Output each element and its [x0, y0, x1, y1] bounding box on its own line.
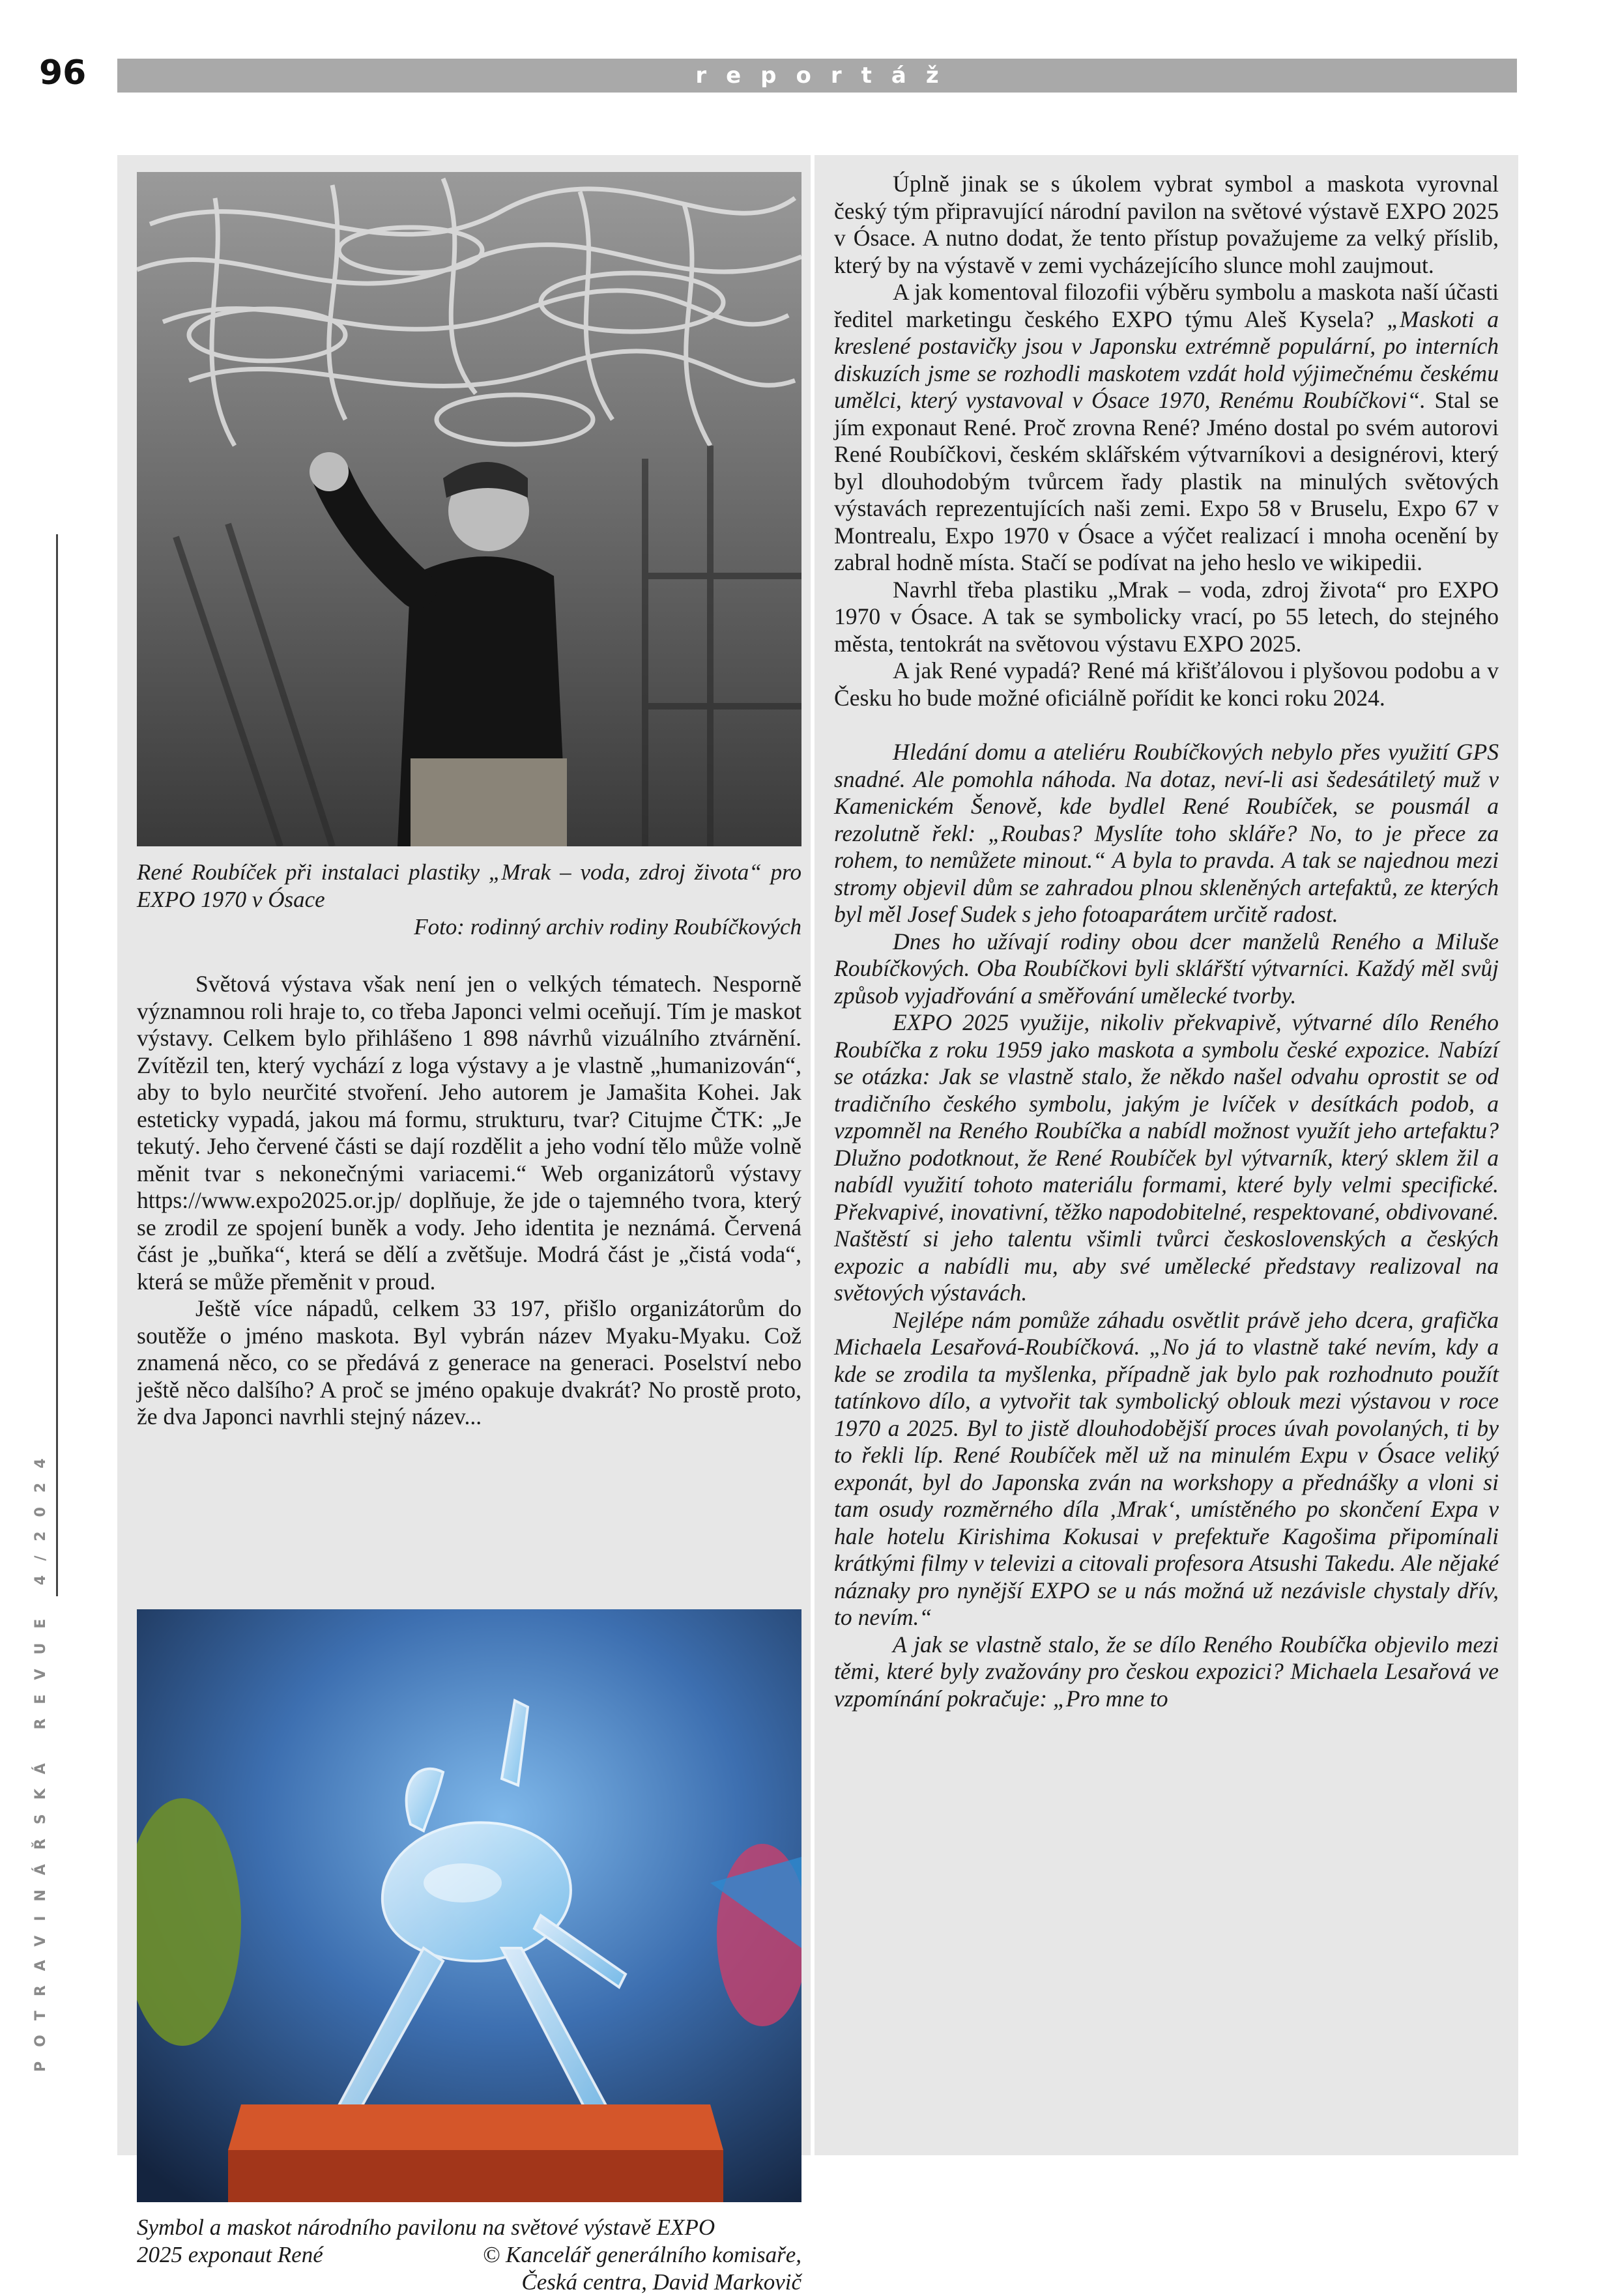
- left-paragraph-1: Světová výstava však není jen o velkých tématech. Nesporně významnou roli hraje to, co třeba Japonci velmi oceňují. Tím je maskot výstavy. Celkem bylo přihlášeno 1 898 návrhů vizuálního ztvárnění. Zvítězil ten, který vychází z loga výstavy a je vlastně „humanizován“, aby to bylo neurčité stvoření. Jeho autorem je Jamašita Kohei. Jak esteticky vypadá, jakou má formu, strukturu, tvar? Citujme ČTK: „Je tekutý. Jeho červené části se dají rozdělit a jeho vodní tělo může volně měnit tvar s nekonečnými variacemi.“ Web organizátorů výstavy https://www.expo2025.or.jp/ doplňuje, že jde o tajemného tvora, který se zrodil ze spojení buněk a vody. Jeho identita je neznámá. Červená část je „buňka“, která se dělí a zvětšuje. Modrá část je „čistá voda“, která se může přeměnit v proud.: [137, 971, 801, 1295]
- right-paragraph-7: EXPO 2025 využije, nikoliv překvapivě, výtvarné dílo Reného Roubíčka z roku 1959 jako maskota a symbolu české expozice. Nabízí se otázka: Jak se vlastně stalo, že někdo našel odvahu oprostit se od tradičního českého symbolu, jakým je lvíček v desítkách podob, a vzpomněl na Reného Roubíčka a nabídl možnost využít jeho artefaktu? Dlužno podotknout, že René Roubíček byl výtvarník, který sklem žil a nabídl využití tohoto materiálu formami, které byly velmi specifické. Překvapivé, inovativní, těžko napodobitelné, respektované, obdivované. Naštěstí si jeho talentu všimli tvůrci československých a českých expozic a nabídli mu, aby své umělecké představy realizoval na světových výstavách.: [834, 1009, 1499, 1306]
- right-paragraph-6: Dnes ho užívají rodiny obou dcer manželů Reného a Miluše Roubíčkových. Oba Roubíčkovi byli sklářští výtvarníci. Každý měl svůj způsob vyjadřování a směřování umělecké tvorby.: [834, 928, 1499, 1009]
- right-paragraph-8: Nejlépe nám pomůže záhadu osvětlit právě jeho dcera, grafička Michaela Lesařová-Roubíčková. „No já to vlastně také nevím, kdy a kde se zrodila ta myšlenka, případně jak bylo pak rozhodnuto použít tatínkovo dílo, a vytvořit tak symbolický oblouk mezi výstavou v roce 1970 a 2025. Byl to jistě dlouhodobější proces úvah povolaných, ti by to řekli líp. René Roubíček měl už na minulém Expu v Ósace veliký exponát, byl do Japonska zván na workshopy a přednášky a vloni si tam osudy rozměrného díla ‚Mrak‘, umístěného po skončení Expa v hale hotelu Kirishima Kokusai v prefektuře Kagošima připomínali krátkými filmy v televizi a citovali profesora Atsushi Takedu. Ale nějaké náznaky pro nynější EXPO se u nás možná už nezávisle chystaly dřív, to nevím.“: [834, 1306, 1499, 1630]
- page-number: 96: [39, 53, 87, 93]
- right-paragraph-2-start: A jak komentoval filozofii výběru symbolu a maskota naší účasti ředitel marketingu českého EXPO týmu Aleš Kysela?: [834, 279, 1499, 332]
- left-paragraph-2: Ještě více nápadů, celkem 33 197, přišlo organizátorům do soutěže o jméno maskota. Byl vybrán název Myaku-Myaku. Což znamená něco, co se předává z generace na generaci. Poselství nebo ještě něco dalšího? A proč se jméno opakuje dvakrát? No prostě proto, že dva Japonci navrhli stejný název...: [137, 1295, 801, 1429]
- right-paragraph-4: A jak René vypadá? René má křišťálovou i plyšovou podobu a v Česku ho bude možné oficiálně pořídit ke konci roku 2024.: [834, 657, 1499, 711]
- photo1-caption-text: René Roubíček při instalaci plastiky „Mrak – voda, zdroj života“ pro EXPO 1970 v Ósace: [137, 859, 801, 912]
- photo2-caption-line2: 2025 exponaut René: [137, 2242, 323, 2267]
- photo2-copyright: © Kancelář generálního komisaře,: [482, 2242, 801, 2267]
- right-paragraph-3: Navrhl třeba plastiku „Mrak – voda, zdroj života“ pro EXPO 1970 v Ósace. A tak se symbolicky vrací, po 55 letech, do stejného města, tentokrát na světovou výstavu EXPO 2025.: [834, 576, 1499, 657]
- right-paragraph-5: Hledání domu a ateliéru Roubíčkových nebylo přes využití GPS snadné. Ale pomohla náhoda. Na dotaz, neví-li asi šedesátiletý muž v Kamenickém Šenově, kde bydlel René Roubíček, se pousmál a rezolutně řekl: „Roubas? Myslíte toho skláře? No, to je přece za rohem, to nemůžete minout.“ A byla to pravda. A tak se najednou mezi stromy objevil dům se zahradou plnou skleněných artefaktů, ze kterých byl měl Josef Sudek s jeho fotoaparátem určitě radost.: [834, 739, 1499, 927]
- right-paragraph-2-end: Stal se jím exponaut René. Proč zrovna René? Jméno dostal po svém autorovi René Roubíčkovi, českém sklářském výtvarníkovi a designérovi, který byl dlouhodobým tvůrcem řady plastik na minulých světových výstavách reprezentujících naši zemi. Expo 58 v Bruselu, Expo 67 v Montrealu, Expo 1970 v Ósace a výčet realizací i mnoha ocenění by zabral hodně místa. Stačí se podívat na jeho heslo ve wikipedii.: [834, 387, 1499, 575]
- photo-rene-roubicek-installation: [137, 172, 801, 846]
- section-title: reportáž: [695, 63, 959, 89]
- photo2-caption-line1: Symbol a maskot národního pavilonu na světové výstavě EXPO: [137, 2215, 715, 2240]
- left-column-text: [137, 971, 801, 1431]
- photo-exponaut-rene-mascot: [137, 1609, 801, 2202]
- magazine-issue-label: POTRAVINÁŘSKÁ REVUE 4/2024: [33, 1444, 49, 2072]
- side-divider: [56, 534, 58, 1596]
- right-paragraph-1: Úplně jinak se s úkolem vybrat symbol a maskota vyrovnal český tým připravující národní pavilon na světové výstavě EXPO 2025 v Ósace. A nutno dodat, že tento přístup považujeme za velký příslib, který by na výstavě v zemi vycházejícího slunce mohl zaujmout.: [834, 171, 1499, 278]
- kysela-quote: „Maskoti a kreslené postavičky jsou v Japonsku extrémně populární, po interních diskuzích jsme se rozhodli maskotem vzdát hold výjimečnému českému umělci, který vystavoval v Ósace 1970, Renému Roubíčkovi“.: [834, 306, 1499, 413]
- photo1-caption: [137, 859, 801, 941]
- photo2-caption: [137, 2214, 801, 2296]
- right-paragraph-2: [834, 279, 1499, 577]
- section-header-bar: [117, 59, 1517, 93]
- right-paragraph-9: A jak se vlastně stalo, že se dílo Reného Roubíčka objevilo mezi těmi, které byly zvažovány pro českou expozici? Michaela Lesařová ve vzpomínání pokračuje: „Pro mne to: [834, 1631, 1499, 1712]
- photo2-credit: Česká centra, David Markovič: [521, 2269, 801, 2295]
- photo1-credit: Foto: rodinný archiv rodiny Roubíčkových: [414, 914, 801, 940]
- right-column-text: [834, 171, 1499, 1712]
